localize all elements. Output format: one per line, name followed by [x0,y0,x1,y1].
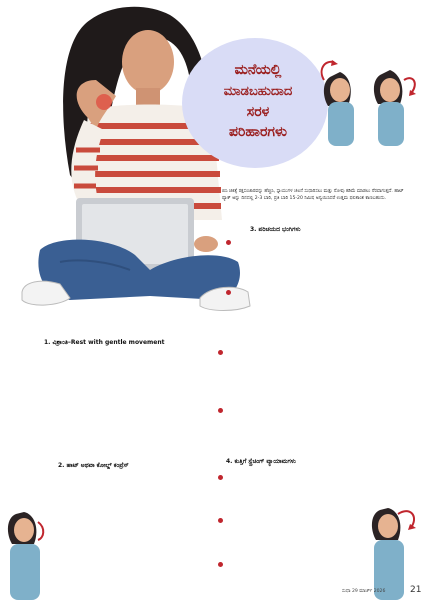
neck-rotate-illustration [2,508,48,600]
section-3-heading: 3. ಪರಿಚಯದ ಭಂಗಿಗಳು [250,226,301,233]
bullet [226,240,231,245]
bullet [218,562,223,567]
bullet [226,290,231,295]
title-circle [182,38,328,168]
bullet [218,408,223,413]
page-number: 21 [410,585,422,595]
section-2-heading: 2. ಹಾಟ್ ಅಥವಾ ಕೋಲ್ಡ್ ಕಂಪ್ರೆಸ್ [58,462,129,469]
intro-paragraph: ಬಿಸಿ ಚಿಕಿತ್ಸೆ ರಕ್ತಸಂಚಾರವನ್ನು ಹೆಚ್ಚಿಸಿ, ಸ್ನಾಯುಗಳ ಚಲನೆ ಸುಧಾರಿಸಲು ಮತ್ತು ನೋವು ಕಡಿಮೆ ಮಾಡಲು ನೆರವಾಗುತ್ತದೆ. ಹಾಟ್ ಪ್ಯಾಕ್ ಅನ್ನು ದಿನದಲ್ಲಿ 2-3 ಬಾರಿ, ಪ್ರತಿ ಬಾರಿ 15-20 ನಿಮಿಷ ಅನ್ವಯಿಸಿದರೆ ಉತ್ತಮ ಫಲಿತಾಂಶ ಕಾಣಬಹುದು. [222,189,404,202]
title-line-2: ಮಾಡಬಹುದಾದ [223,84,293,99]
bullet [218,475,223,480]
neck-tilt-illustration [318,60,422,150]
title-line-3: ಸರಳ [246,104,270,120]
title-line-1: ಮನೆಯಲ್ಲಿ [234,62,282,78]
section-4-heading: 4. ಕುತ್ತಿಗೆ ಸ್ಟ್ರೆಚಿಂಗ್ ವ್ಯಾಯಾಮಗಳು [226,458,296,465]
title-line-4: ಪರಿಹಾರಗಳು [228,124,288,140]
bullet [218,518,223,523]
section-1-heading: 1. ವಿಶ್ರಾಂತಿ–Rest with gentle movement [44,339,165,346]
magazine-issue-label: ಸುಧಾ 29 ಮಾರ್ಚ್ 2026 [342,589,386,594]
bullet [218,350,223,355]
